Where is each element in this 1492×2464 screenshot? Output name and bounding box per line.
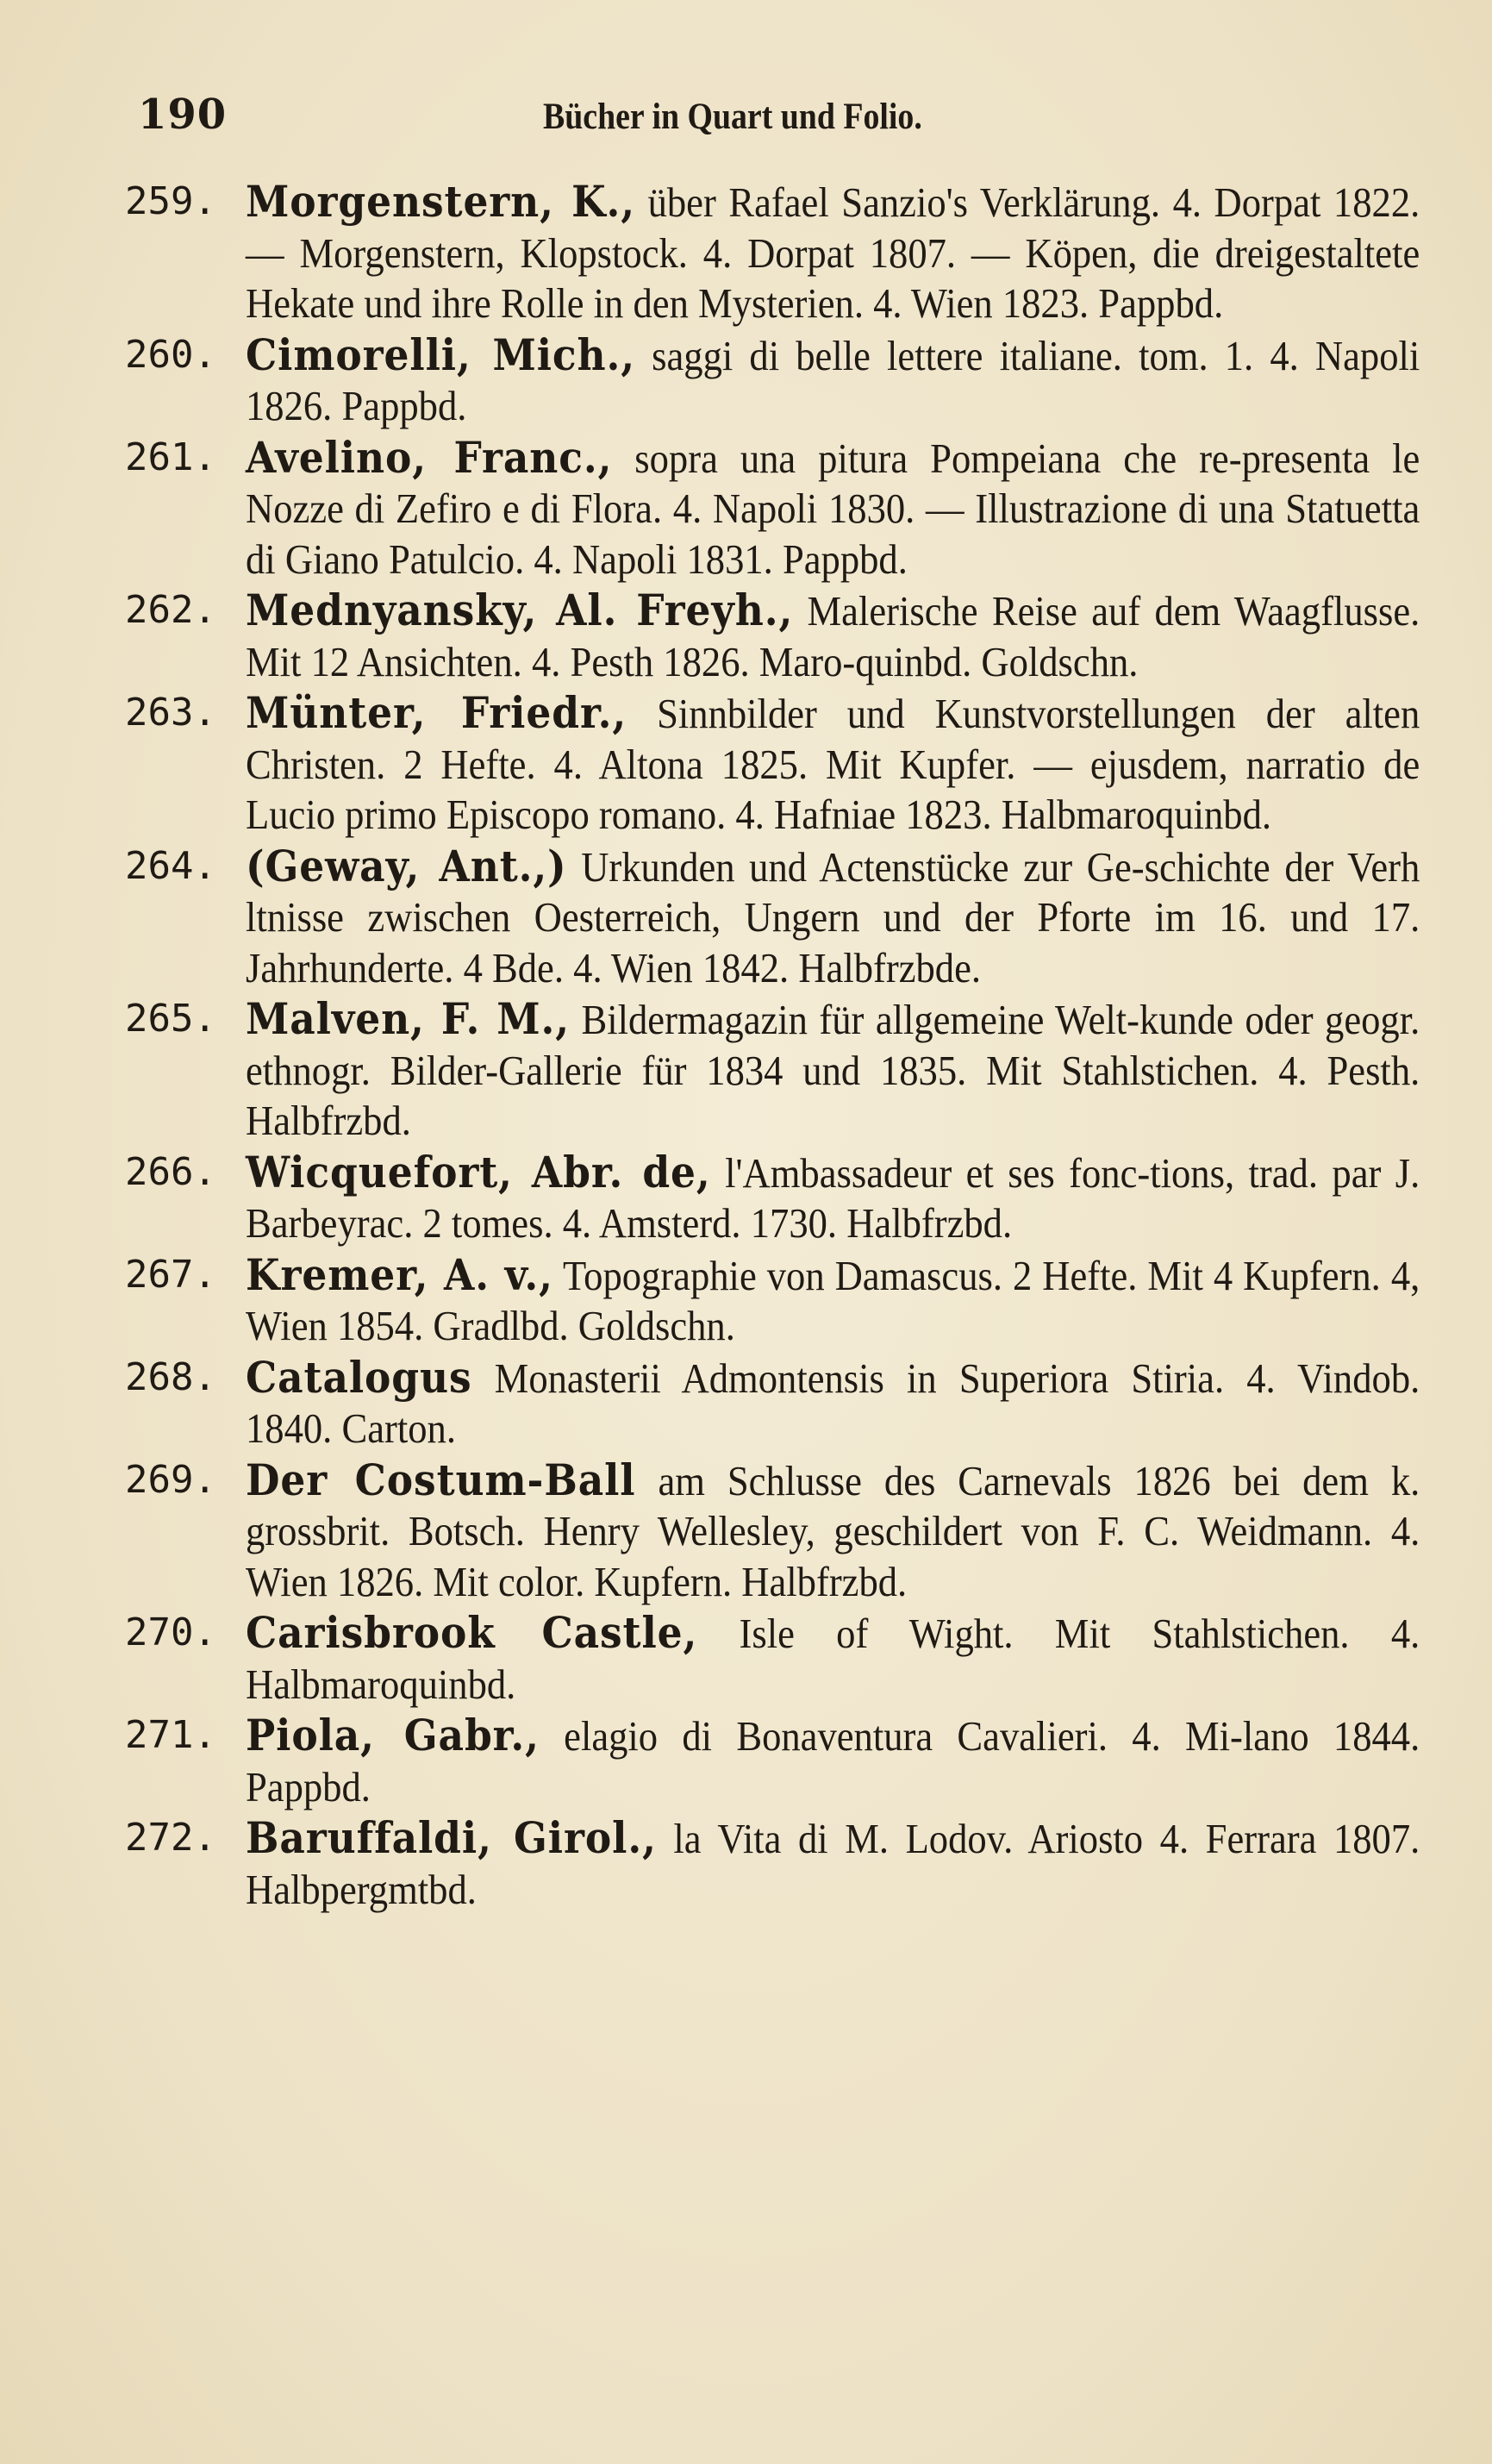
entry-author: Morgenstern, K., — [246, 176, 636, 227]
catalog-entry — [116, 994, 1426, 1147]
entry-description: elagio di Bonaventura Cavalieri. 4. Mi-lano 1844. Pappbd. — [246, 1712, 1420, 1810]
entry-author: Baruffaldi, Girol., — [246, 1812, 657, 1863]
entry-description: am Schlusse des Carnevals 1826 bei dem k. grossbrit. Botsch. Henry Wellesley, geschildert von F. C. Weidmann. 4. Wien 1826. Mit color. Kupfern. Halbfrzbd. — [246, 1456, 1420, 1605]
catalog-entry — [116, 1250, 1426, 1352]
entry-number: 265. — [125, 997, 216, 1041]
entry-author: (Geway, Ant.,) — [246, 840, 567, 891]
entry-description: saggi di belle lettere italiane. tom. 1. 4. Napoli 1826. Pappbd. — [246, 331, 1420, 429]
entry-number: 262. — [125, 588, 216, 632]
catalog-entry — [116, 1813, 1426, 1915]
entry-description: sopra una pitura Pompeiana che re-presenta le Nozze di Zefiro e di Flora. 4. Napoli 1830. — Illustrazione di una Statuetta di Giano Patulcio. 4. Napoli 1831. Pappbd. — [246, 434, 1420, 583]
entry-description: la Vita di M. Lodov. Ariosto 4. Ferrara 1807. Halbpergmtbd. — [246, 1815, 1420, 1913]
entry-description: Topographie von Damascus. 2 Hefte. Mit 4 Kupfern. 4, Wien 1854. Gradlbd. Goldschn. — [246, 1251, 1420, 1349]
entry-number: 261. — [125, 435, 216, 479]
entry-author: Catalogus — [246, 1351, 472, 1403]
entry-number: 270. — [125, 1610, 216, 1654]
entry-author: Piola, Gabr., — [246, 1710, 540, 1760]
entry-author: Wicquefort, Abr. de, — [246, 1146, 711, 1198]
entry-number: 268. — [125, 1354, 216, 1399]
entry-description: Isle of Wight. Mit Stahlstichen. 4. Halbmaroquinbd. — [246, 1610, 1420, 1708]
catalog-entry — [116, 585, 1426, 687]
catalog-entries — [116, 177, 1426, 1916]
catalog-entry — [116, 1148, 1426, 1249]
catalog-entry — [116, 688, 1426, 841]
entry-author: Avelino, Franc., — [246, 431, 613, 483]
catalog-entry — [116, 330, 1426, 432]
entry-description: l'Ambassadeur et ses fonc-tions, trad. par J. Barbeyrac. 2 tomes. 4. Amsterd. 1730. Halbfrzbd. — [246, 1148, 1420, 1247]
entry-number: 266. — [125, 1149, 216, 1194]
catalog-entry — [116, 433, 1426, 585]
entry-author: Malven, F. M., — [246, 993, 571, 1044]
catalog-entry — [116, 1710, 1426, 1812]
entry-number: 269. — [125, 1457, 216, 1502]
entry-number: 260. — [125, 332, 216, 377]
page-header — [138, 91, 1414, 151]
entry-number: 263. — [125, 691, 216, 735]
entry-number: 264. — [125, 843, 216, 888]
catalog-entry — [116, 1455, 1426, 1608]
catalog-entry — [116, 1353, 1426, 1454]
page-number: 190 — [138, 91, 228, 139]
entry-description: Sinnbilder und Kunstvorstellungen der alten Christen. 2 Hefte. 4. Altona 1825. Mit Kupfer. — ejusdem, narratio de Lucio primo Episcopo romano. 4. Hafniae 1823. Halbmaroquinbd. — [246, 690, 1420, 838]
entry-description: Monasterii Admontensis in Superiora Stiria. 4. Vindob. 1840. Carton. — [246, 1354, 1420, 1452]
catalog-entry — [116, 841, 1426, 994]
catalog-entry — [116, 1608, 1426, 1710]
entry-description: Bildermagazin für allgemeine Welt-kunde oder geogr. ethnogr. Bilder-Gallerie für 1834 und 1835. Mit Stahlstichen. 4. Pesth. Halbfrzbd. — [246, 996, 1420, 1144]
entry-number: 272. — [125, 1816, 216, 1860]
entry-author: Mednyansky, Al. Freyh., — [246, 585, 794, 635]
entry-description: über Rafael Sanzio's Verklärung. 4. Dorpat 1822. — Morgenstern, Klopstock. 4. Dorpat 1807. — Köpen, die dreigestaltete Hekate und ihre Rolle in den Mysterien. 4. Wien 1823. Pappbd. — [246, 178, 1420, 327]
catalog-entry — [116, 177, 1426, 329]
entry-description: Urkunden und Actenstücke zur Ge-schichte der Verh ltnisse zwischen Oesterreich, Ungern und der Pforte im 16. und 17. Jahrhunderte. 4 Bde. 4. Wien 1842. Halbfrzbde. — [246, 842, 1420, 991]
entry-author: Münter, Friedr., — [246, 687, 627, 738]
entry-author: Der Costum-Ball — [246, 1454, 636, 1505]
entry-author: Carisbrook Castle, — [246, 1607, 698, 1658]
entry-description: Malerische Reise auf dem Waagflusse. Mit 12 Ansichten. 4. Pesth 1826. Maro-quinbd. Goldschn. — [246, 587, 1420, 685]
entry-author: Kremer, A. v., — [246, 1248, 553, 1300]
entry-number: 271. — [125, 1713, 216, 1757]
entry-number: 259. — [125, 179, 216, 223]
running-title: Bücher in Quart und Folio. — [543, 97, 922, 137]
entry-number: 267. — [125, 1252, 216, 1297]
entry-author: Cimorelli, Mich., — [246, 328, 636, 380]
